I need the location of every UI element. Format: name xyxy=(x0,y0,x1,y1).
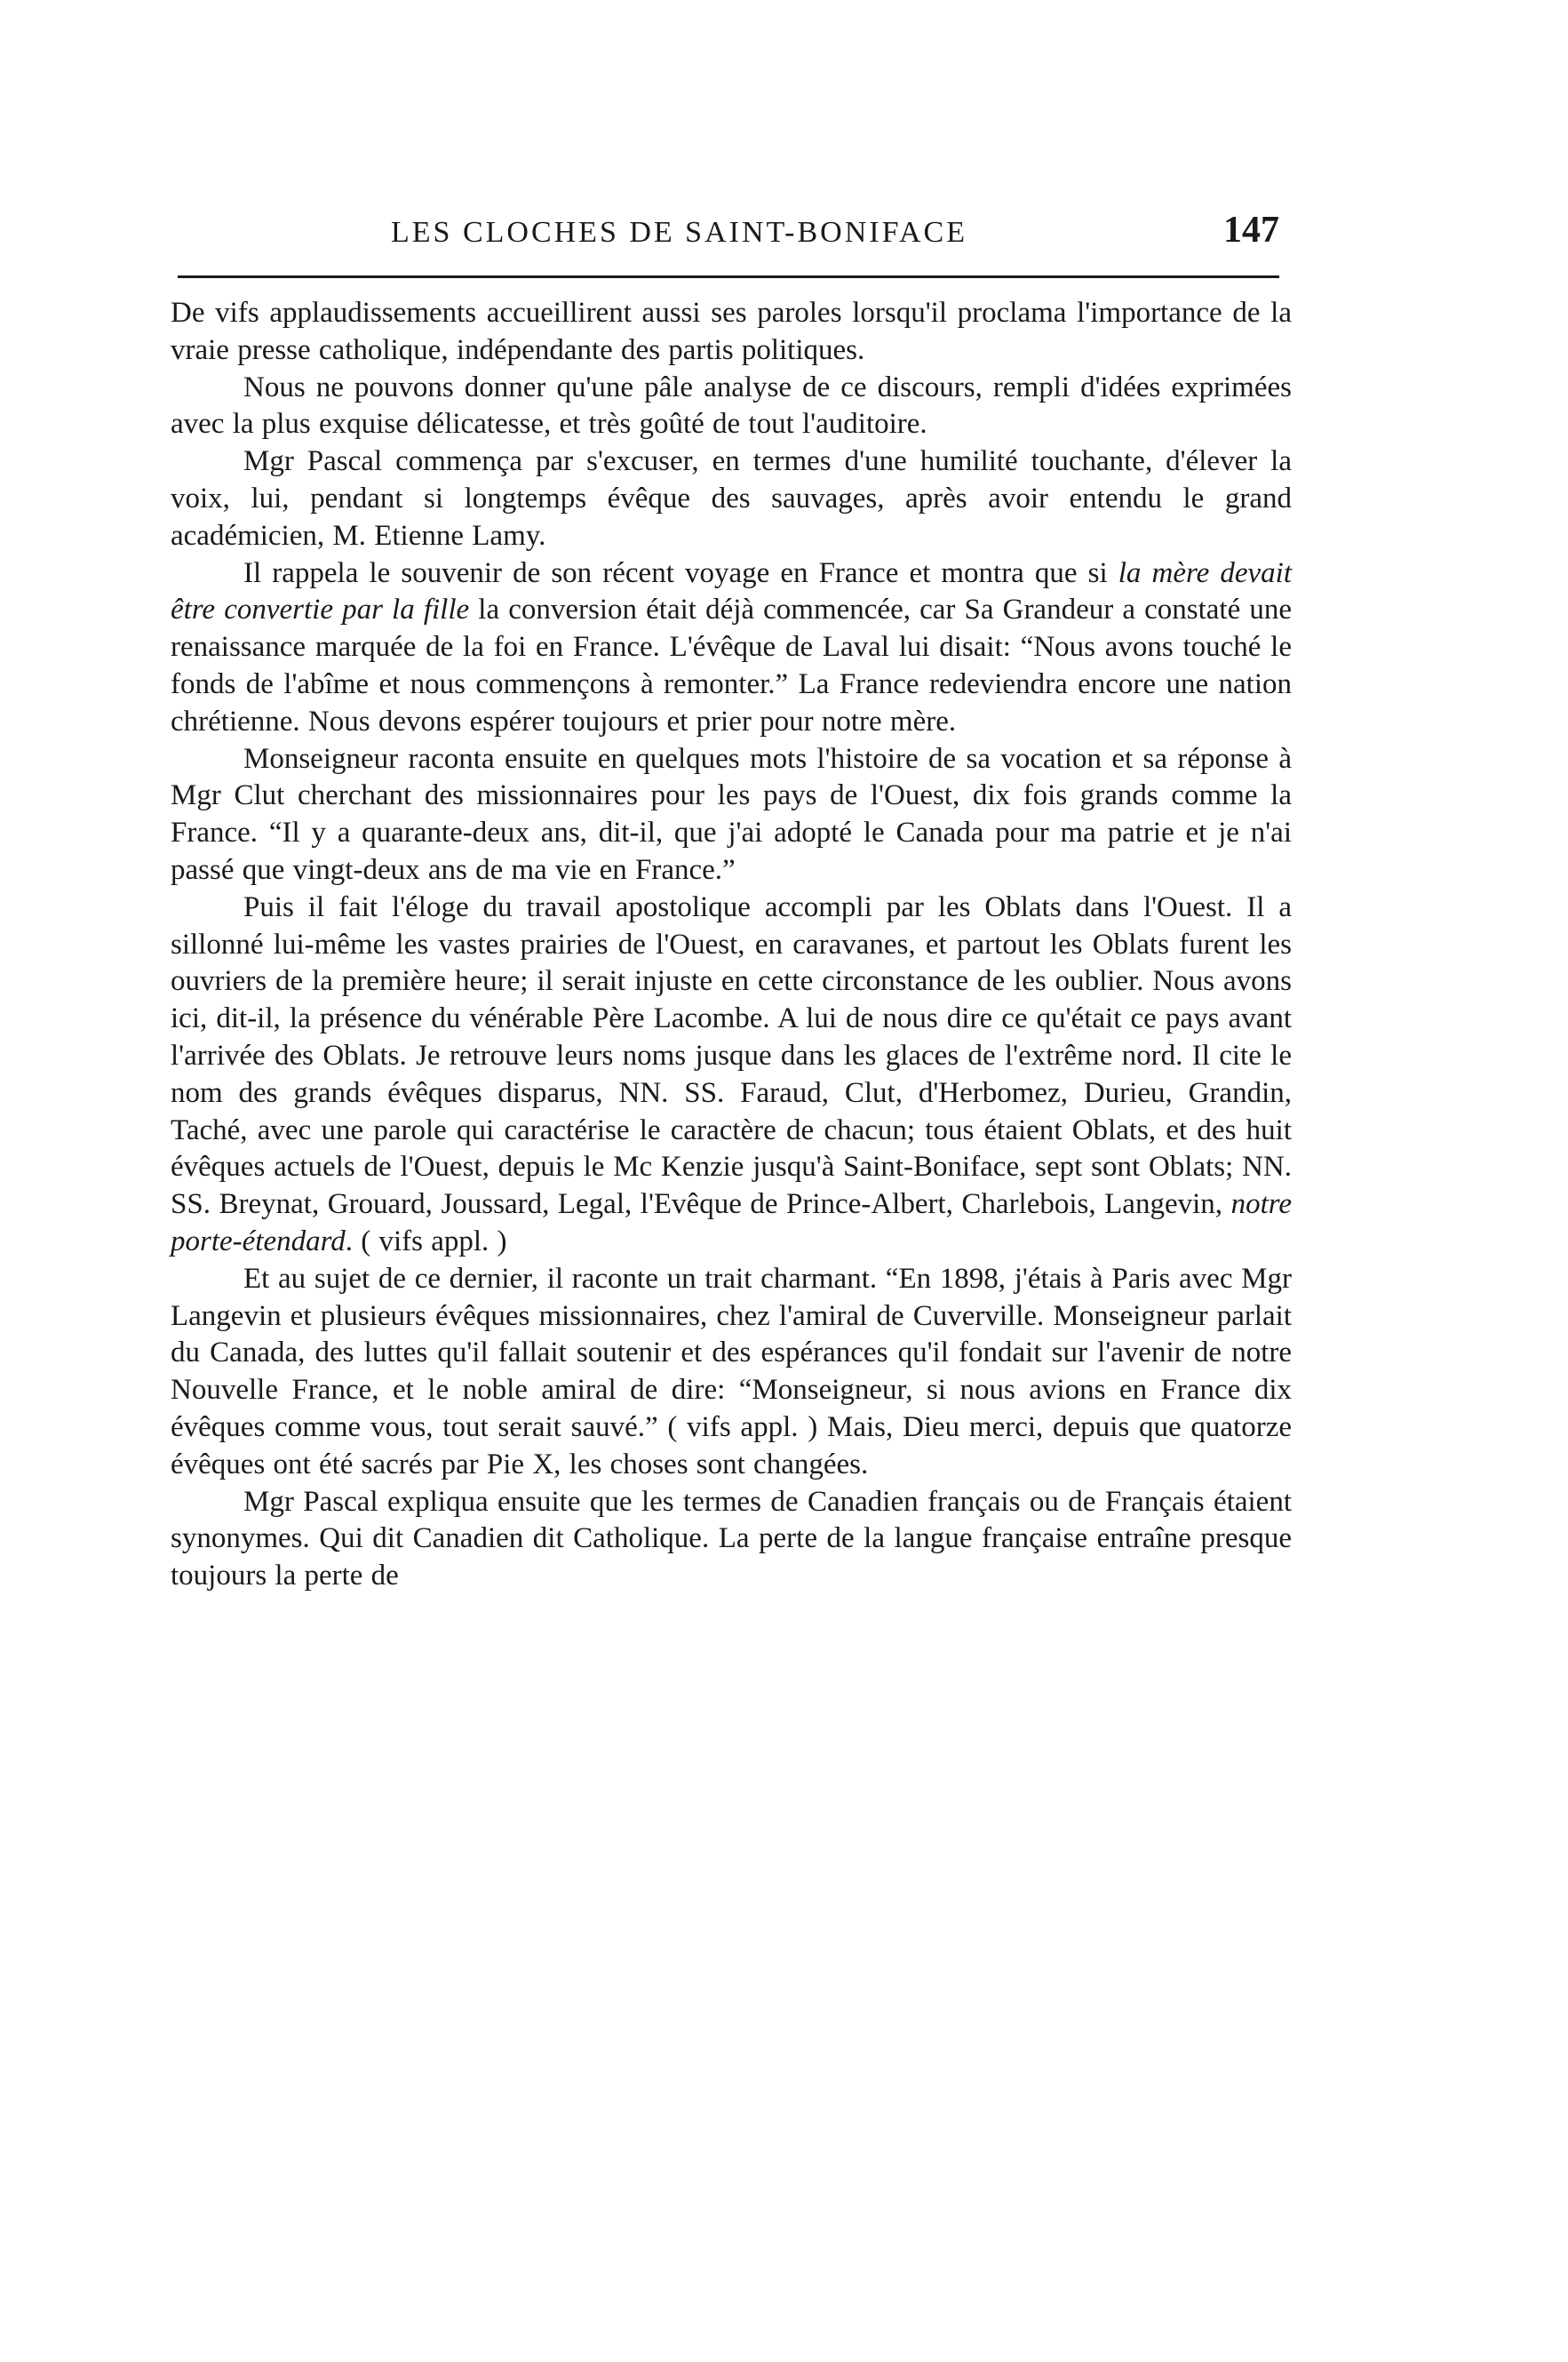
paragraph-2: Nous ne pouvons donner qu'une pâle analyse de ce discours, rempli d'idées exprimées avec la plus exquise délicatesse, et très goûté de tout l'auditoire. xyxy=(171,371,1292,441)
paragraph-6-italic-phrase: notre porte-étendard xyxy=(171,1188,1292,1257)
paragraph-3: Mgr Pascal commença par s'excuser, en termes d'une humilité touchante, d'élever la voix, lui, pendant si longtemps évêque des sauvages, après avoir entendu le grand académicien, M. Etienne Lamy. xyxy=(171,445,1292,552)
page-number: 147 xyxy=(1223,210,1279,251)
paragraph-1: De vifs applaudissements accueillirent aussi ses paroles lorsqu'il proclama l'importance de la vraie presse catholique, indépendante des partis politiques. xyxy=(171,297,1292,366)
header-rule xyxy=(178,275,1279,278)
paragraph-4-text-before: Il rappela le souvenir de son récent voyage en France et montra que si xyxy=(243,556,1118,589)
paragraph-5: Monseigneur raconta ensuite en quelques mots l'histoire de sa vocation et sa réponse à Mgr Clut cherchant des missionnaires pour les pays de l'Ouest, dix fois grands comme la France. “Il y a quarante-deux ans, dit-il, que j'ai adopté le Canada pour ma patrie et je n'ai passé que vingt-deux ans de ma vie en France.” xyxy=(171,742,1292,886)
running-title: LES CLOCHES DE SAINT-BONIFACE xyxy=(391,216,967,249)
paragraph-6-text-before: Puis il fait l'éloge du travail apostolique accompli par les Oblats dans l'Ouest. Il a sillonné lui-même les vastes prairies de l'Ouest, en caravanes, et partout les Oblats furent les ouvriers de la première heure; il serait injuste en cette circonstance de les oublier. Nous avons ici, dit-il, la présence du vénérable Père Lacombe. A lui de nous dire ce qu'était ce pays avant l'arrivée des Oblats. Je retrouve leurs noms jusque dans les glaces de l'extrême nord. Il cite le nom des grands évêques disparus, NN. SS. Faraud, Clut, d'Herbomez, Durieu, Grandin, Taché, avec une parole qui caractérise le caractère de chacun; tous étaient Oblats, et des huit évêques actuels de l'Ouest, depuis le Mc Kenzie jusqu'à Saint-Boniface, sept sont Oblats; NN. SS. Breynat, Grouard, Joussard, Legal, l'Evêque de Prince-Albert, Charlebois, Langevin, xyxy=(171,890,1292,1221)
paragraph-6-text-after: . ( vifs appl. ) xyxy=(345,1225,507,1257)
body-text xyxy=(171,295,1292,1595)
paragraph-4-text-after: la conversion était déjà commencée, car Sa Grandeur a constaté une renaissance marquée de la foi en France. L'évêque de Laval lui disait: “Nous avons touché le fonds de l'abîme et nous commençons à remonter.” La France redeviendra encore une nation chrétienne. Nous devons espérer toujours et prier pour notre mère. xyxy=(171,594,1292,738)
paragraph-6 xyxy=(171,890,1292,1261)
running-head xyxy=(169,209,1279,271)
paragraph-4 xyxy=(171,555,1292,741)
paragraph-4-italic-quote: la mère devait être convertie par la fille xyxy=(171,556,1292,626)
paragraph-8: Mgr Pascal expliqua ensuite que les termes de Canadien français ou de Français étaient synonymes. Qui dit Canadien dit Catholique. La perte de la langue française entraîne presque toujours la perte de xyxy=(171,1485,1292,1592)
paragraph-7: Et au sujet de ce dernier, il raconte un trait charmant. “En 1898, j'étais à Paris avec Mgr Langevin et plusieurs évêques missionnaires, chez l'amiral de Cuverville. Monseigneur parlait du Canada, des luttes qu'il fallait soutenir et des espérances qu'il fondait sur l'avenir de notre Nouvelle France, et le noble amiral de dire: “Monseigneur, si nous avions en France dix évêques comme vous, tout serait sauvé.” ( vifs appl. ) Mais, Dieu merci, depuis que quatorze évêques ont été sacrés par Pie X, les choses sont changées. xyxy=(171,1262,1292,1480)
